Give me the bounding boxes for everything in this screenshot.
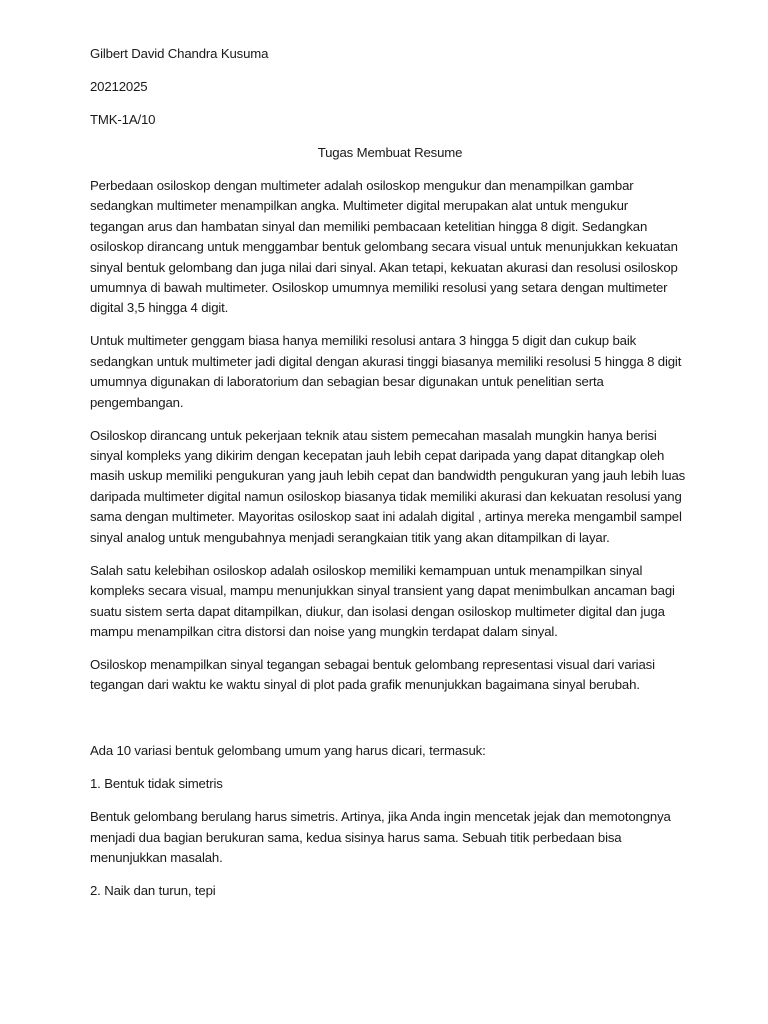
text-line: sama dengan multimeter. Mayoritas osiloskop saat ini adalah digital , artinya mereka mengambil sampel (90, 509, 682, 525)
text-line: pengembangan. (90, 394, 184, 410)
text-line: umumnya digunakan di laboratorium dan sebagian besar digunakan untuk penelitian serta (90, 374, 604, 390)
author-name: Gilbert David Chandra Kusuma (90, 46, 269, 61)
paragraph-1 (90, 176, 690, 319)
student-id: 20212025 (90, 79, 148, 94)
item-1-body (90, 807, 690, 868)
class-code: TMK-1A/10 (90, 112, 156, 127)
paragraph-2 (90, 331, 690, 413)
text-line: 1. Bentuk tidak simetris (90, 776, 223, 792)
text-line: masih uskup memiliki pengukuran yang jauh lebih cepat dan bandwidth pengukuran yang jauh lebih luas (90, 468, 686, 484)
text-line: Salah satu kelebihan osiloskop adalah osiloskop memiliki kemampuan untuk menampilkan sinyal (90, 562, 643, 578)
paragraph-4 (90, 561, 690, 643)
text-line: kompleks secara visual, mampu menunjukkan sinyal transient yang dapat menimbulkan ancaman bagi (90, 583, 675, 599)
paragraph-3 (90, 426, 690, 548)
text-line: Osiloskop dirancang untuk pekerjaan teknik atau sistem pemecahan masalah mungkin hanya berisi (90, 427, 657, 443)
text-line: Perbedaan osiloskop dengan multimeter adalah osiloskop mengukur dan menampilkan gambar (90, 178, 634, 193)
document-title: Tugas Membuat Resume (317, 145, 463, 160)
text-line: sinyal bentuk gelombang dan juga nilai dari sinyal. Akan tetapi, kekuatan akurasi dan resolusi osiloskop (90, 259, 678, 275)
text-line: osiloskop dirancang untuk menggambar bentuk gelombang secara visual untuk menunjukkan kekuatan (90, 239, 678, 255)
text-line: menjadi dua bagian berukuran sama, kedua sisinya harus sama. Sebuah titik perbedaan bisa (90, 829, 622, 845)
text-line: Osiloskop menampilkan sinyal tegangan sebagai bentuk gelombang representasi visual dari variasi (90, 656, 655, 672)
text-line: tegangan arus dan hambatan sinyal dan memiliki pembacaan ketelitian hingga 8 digit. Sedangkan (90, 218, 648, 234)
item-2-heading (90, 881, 690, 901)
text-line: umumnya di bawah multimeter. Osiloskop umumnya memiliki resolusi yang setara dengan multimeter (90, 280, 668, 296)
text-line: sinyal analog untuk mengubahnya menjadi serangkaian titik yang akan ditampilkan di layar. (90, 529, 610, 545)
text-line: tegangan dari waktu ke waktu sinyal di plot pada grafik menunjukkan bagaimana sinyal berubah. (90, 677, 640, 693)
variations-intro (90, 741, 690, 761)
text-line: sinyal kompleks yang dikirim dengan kecepatan jauh lebih cepat daripada yang dapat ditangkap oleh (90, 448, 665, 464)
paragraph-5 (90, 655, 690, 696)
text-line: Ada 10 variasi bentuk gelombang umum yang harus dicari, termasuk: (90, 743, 486, 759)
text-line: Untuk multimeter genggam biasa hanya memiliki resolusi antara 3 hingga 5 digit dan cukup baik (90, 333, 637, 349)
text-line: digital 3,5 hingga 4 digit. (90, 300, 229, 316)
text-line: menunjukkan masalah. (90, 850, 223, 866)
text-line: suatu sistem serta dapat ditampilkan, diukur, dan isolasi dengan osiloskop multimeter digital dan juga (90, 603, 665, 619)
text-line: daripada multimeter digital namun osiloskop biasanya tidak memiliki akurasi dan kekuatan resolusi yang (90, 488, 682, 504)
text-line: 2. Naik dan turun, tepi (90, 883, 216, 899)
blank-spacer (90, 708, 690, 741)
document-page (90, 44, 690, 914)
text-line: Bentuk gelombang berulang harus simetris. Artinya, jika Anda ingin mencetak jejak dan memotongnya (90, 809, 671, 825)
item-1-heading (90, 774, 690, 794)
text-line: mampu menampilkan citra distorsi dan noise yang mungkin terdapat dalam sinyal. (90, 623, 558, 639)
text-line: sedangkan multimeter menampilkan angka. Multimeter digital merupakan alat untuk mengukur (90, 198, 629, 214)
text-line: sedangkan untuk multimeter jadi digital dengan akurasi tinggi biasanya memiliki resolusi 5 hingga 8 digit (90, 353, 682, 369)
